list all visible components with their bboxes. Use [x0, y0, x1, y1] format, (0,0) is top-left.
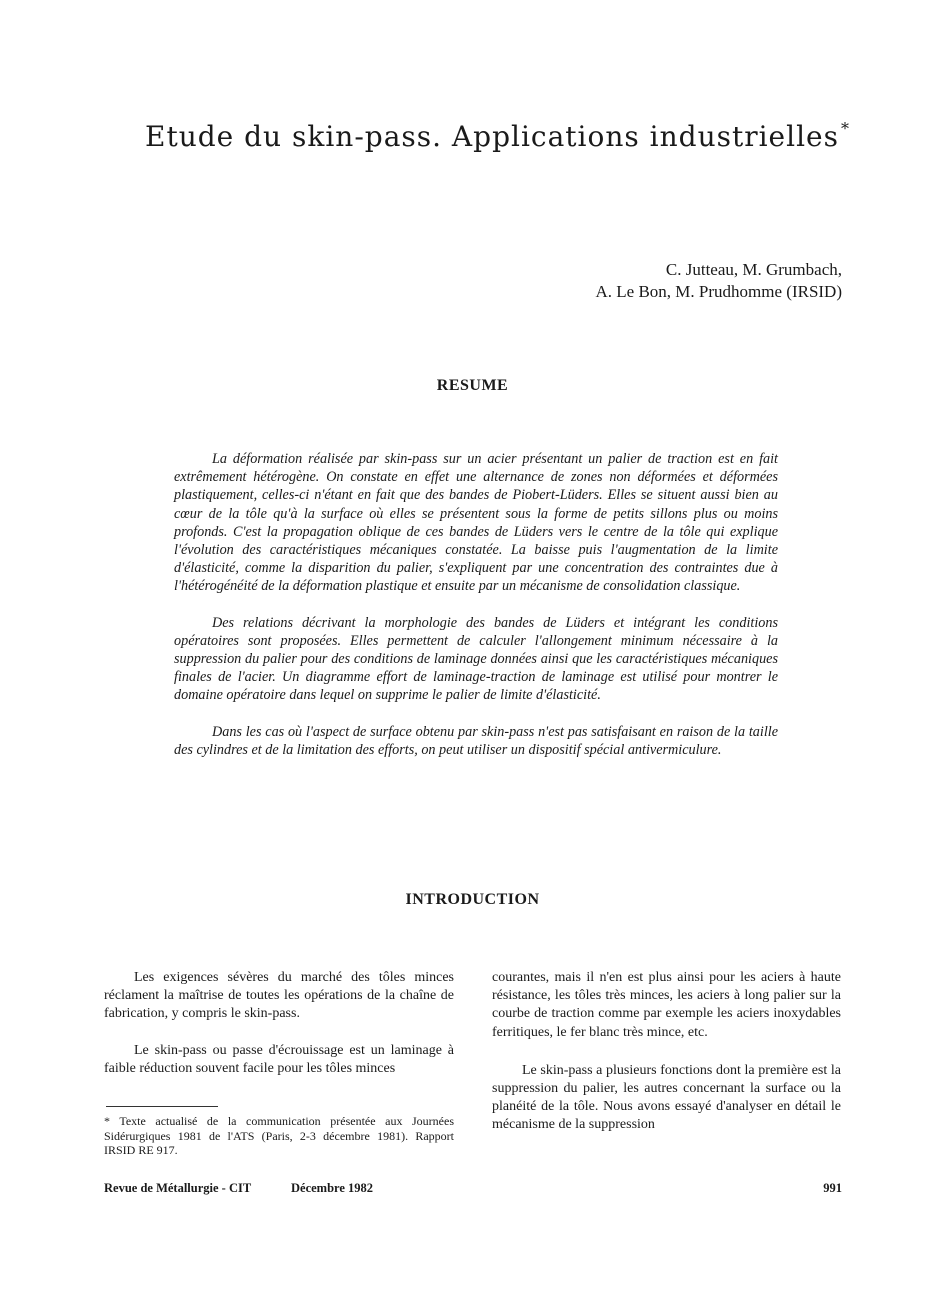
intro-left-paragraph-2: Le skin-pass ou passe d'écrouissage est un laminage à faible réduction souvent facile pour les tôles minces	[104, 1042, 454, 1076]
footnote-divider	[106, 1106, 218, 1107]
abstract	[174, 450, 778, 777]
abstract-paragraph-1: La déformation réalisée par skin-pass sur un acier présentant un palier de traction est en fait extrêmement hétérogène. On constate en effet une alternance de zones non déformées et déformées plastiquement, celles-ci n'étant en fait que des bandes de Piobert-Lüders. Elles se situent aussi bien au cœur de la tôle qu'à la surface où elles se présentent sous la forme de petits sillons plus ou moins profonds. C'est la propagation oblique de ces bandes de Lüders vers le centre de la tôle qui explique l'évolution des caractéristiques mécaniques constatée. La baisse puis l'augmentation de la limite d'élasticité, comme la disparition du palier, s'expliquent par une concentration des contraintes due à l'hétérogénéité de la déformation plastique et ensuite par un mécanisme de consolidation classique.	[174, 451, 778, 595]
footer-journal-name: Revue de Métallurgie - CIT	[104, 1181, 252, 1195]
introduction-heading: INTRODUCTION	[405, 891, 540, 908]
resume-heading: RESUME	[436, 377, 509, 394]
title-text: Etude du skin-pass. Applications industrielles	[145, 119, 839, 153]
title-footnote-mark: *	[840, 118, 850, 138]
authors-line-2: A. Le Bon, M. Prudhomme (IRSID)	[595, 282, 842, 301]
page-number: 991	[823, 1181, 842, 1195]
intro-right-paragraph-2: Le skin-pass a plusieurs fonctions dont la première est la suppression du palier, les autres concernant la surface ou la planéité de la tôle. Nous avons essayé d'analyser en détail le mécanisme de la suppression	[492, 1062, 841, 1133]
footnote: * Texte actualisé de la communication présentée aux Journées Sidérurgiques 1981 de l'ATS (Paris, 2-3 décembre 1981). Rapport IRSID RE 917.	[104, 1114, 454, 1157]
right-column	[492, 969, 841, 1153]
intro-right-paragraph-1: courantes, mais il n'en est plus ainsi pour les aciers à haute résistance, les tôles très minces, les aciers à long palier sur la courbe de traction comme par exemple les aciers inoxydables ferritiques, le fer blanc très mince, etc.	[492, 970, 841, 1040]
intro-left-paragraph-1: Les exigences sévères du marché des tôles minces réclament la maîtrise de toutes les opérations de la chaîne de fabrication, y compris le skin-pass.	[104, 970, 454, 1022]
abstract-paragraph-3: Dans les cas où l'aspect de surface obtenu par skin-pass n'est pas satisfaisant en raison de la taille des cylindres et de la limitation des efforts, on peut utiliser un dispositif spécial antivermiculure.	[174, 723, 778, 758]
authors-line-1: C. Jutteau, M. Grumbach,	[665, 260, 842, 279]
authors-block	[596, 259, 842, 303]
abstract-paragraph-2: Des relations décrivant la morphologie des bandes de Lüders et intégrant les conditions opératoires sont proposées. Elles permettent de calculer l'allongement minimum nécessaire à la suppression du palier pour des conditions de laminage données ainsi que les caractéristiques mécaniques finales de l'acier. Un diagramme effort de laminage-traction de laminage est utilisé pour montrer le domaine opératoire dans lequel on supprime le palier de limite d'élasticité.	[174, 614, 778, 704]
footer-issue-date: Décembre 1982	[291, 1181, 374, 1195]
article-title	[0, 119, 930, 153]
left-column	[104, 969, 454, 1096]
